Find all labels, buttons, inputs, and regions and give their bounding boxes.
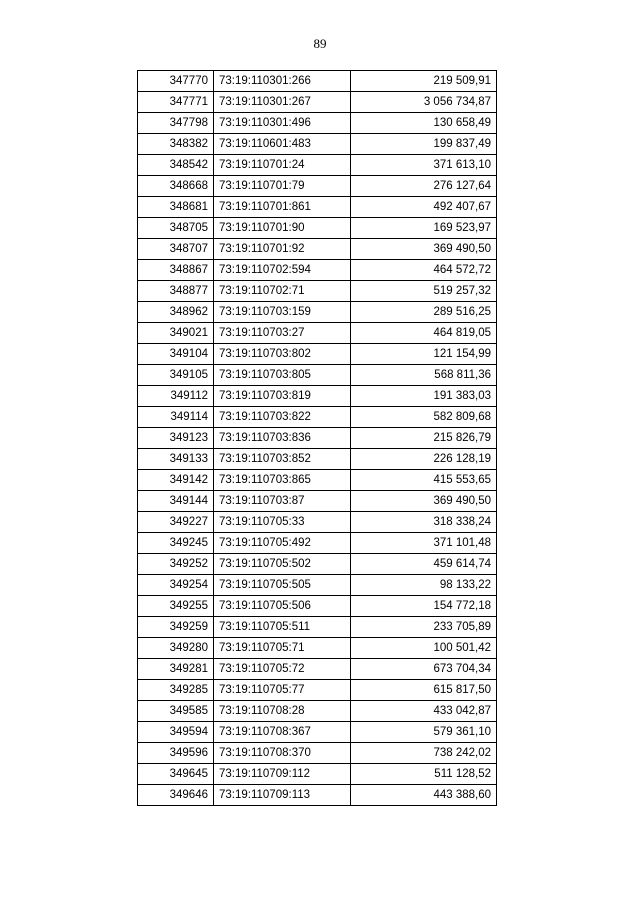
value-cell: 130 658,49 — [351, 113, 497, 134]
table-row — [138, 785, 497, 806]
value-cell: 464 819,05 — [351, 323, 497, 344]
value-cell: 519 257,32 — [351, 281, 497, 302]
table-row — [138, 365, 497, 386]
row-id-cell: 347770 — [138, 71, 214, 92]
cadastral-number-cell: 73:19:110703:87 — [214, 491, 351, 512]
value-cell: 318 338,24 — [351, 512, 497, 533]
value-cell: 289 516,25 — [351, 302, 497, 323]
row-id-cell: 348962 — [138, 302, 214, 323]
value-cell: 154 772,18 — [351, 596, 497, 617]
cadastral-number-cell: 73:19:110708:367 — [214, 722, 351, 743]
row-id-cell: 348705 — [138, 218, 214, 239]
table-row — [138, 323, 497, 344]
table-row — [138, 218, 497, 239]
row-id-cell: 348668 — [138, 176, 214, 197]
value-cell: 100 501,42 — [351, 638, 497, 659]
value-cell: 369 490,50 — [351, 491, 497, 512]
value-cell: 219 509,91 — [351, 71, 497, 92]
table-row — [138, 764, 497, 785]
cadastral-number-cell: 73:19:110709:113 — [214, 785, 351, 806]
value-cell: 3 056 734,87 — [351, 92, 497, 113]
value-cell: 568 811,36 — [351, 365, 497, 386]
table-row — [138, 155, 497, 176]
value-cell: 459 614,74 — [351, 554, 497, 575]
row-id-cell: 349114 — [138, 407, 214, 428]
cadastral-number-cell: 73:19:110301:496 — [214, 113, 351, 134]
row-id-cell: 349142 — [138, 470, 214, 491]
cadastral-number-cell: 73:19:110703:852 — [214, 449, 351, 470]
row-id-cell: 347798 — [138, 113, 214, 134]
value-cell: 98 133,22 — [351, 575, 497, 596]
row-id-cell: 349252 — [138, 554, 214, 575]
table-row — [138, 407, 497, 428]
cadastral-number-cell: 73:19:110705:492 — [214, 533, 351, 554]
cadastral-number-cell: 73:19:110703:819 — [214, 386, 351, 407]
cadastral-number-cell: 73:19:110705:77 — [214, 680, 351, 701]
table-row — [138, 512, 497, 533]
cadastral-number-cell: 73:19:110301:267 — [214, 92, 351, 113]
value-cell: 582 809,68 — [351, 407, 497, 428]
row-id-cell: 349280 — [138, 638, 214, 659]
table-row — [138, 344, 497, 365]
row-id-cell: 349227 — [138, 512, 214, 533]
row-id-cell: 348542 — [138, 155, 214, 176]
row-id-cell: 348867 — [138, 260, 214, 281]
table-body — [138, 71, 497, 806]
table-row — [138, 386, 497, 407]
row-id-cell: 349144 — [138, 491, 214, 512]
row-id-cell: 349285 — [138, 680, 214, 701]
table-row — [138, 197, 497, 218]
cadastral-number-cell: 73:19:110705:33 — [214, 512, 351, 533]
cadastral-number-cell: 73:19:110705:71 — [214, 638, 351, 659]
table-row — [138, 281, 497, 302]
row-id-cell: 349245 — [138, 533, 214, 554]
cadastral-number-cell: 73:19:110709:112 — [214, 764, 351, 785]
row-id-cell: 349585 — [138, 701, 214, 722]
row-id-cell: 348681 — [138, 197, 214, 218]
row-id-cell: 349021 — [138, 323, 214, 344]
table-row — [138, 113, 497, 134]
cadastral-number-cell: 73:19:110705:511 — [214, 617, 351, 638]
cadastral-number-cell: 73:19:110703:865 — [214, 470, 351, 491]
value-cell: 233 705,89 — [351, 617, 497, 638]
value-cell: 511 128,52 — [351, 764, 497, 785]
table-row — [138, 659, 497, 680]
cadastral-number-cell: 73:19:110701:90 — [214, 218, 351, 239]
row-id-cell: 348877 — [138, 281, 214, 302]
table-row — [138, 302, 497, 323]
table-row — [138, 596, 497, 617]
row-id-cell: 349255 — [138, 596, 214, 617]
value-cell: 492 407,67 — [351, 197, 497, 218]
row-id-cell: 347771 — [138, 92, 214, 113]
cadastral-number-cell: 73:19:110702:71 — [214, 281, 351, 302]
cadastral-number-cell: 73:19:110705:502 — [214, 554, 351, 575]
value-cell: 433 042,87 — [351, 701, 497, 722]
cadastral-number-cell: 73:19:110708:28 — [214, 701, 351, 722]
cadastral-number-cell: 73:19:110703:836 — [214, 428, 351, 449]
row-id-cell: 349281 — [138, 659, 214, 680]
row-id-cell: 349259 — [138, 617, 214, 638]
value-cell: 371 613,10 — [351, 155, 497, 176]
value-cell: 226 128,19 — [351, 449, 497, 470]
row-id-cell: 348382 — [138, 134, 214, 155]
table-row — [138, 638, 497, 659]
cadastral-number-cell: 73:19:110705:72 — [214, 659, 351, 680]
table-row — [138, 428, 497, 449]
cadastral-number-cell: 73:19:110701:861 — [214, 197, 351, 218]
value-cell: 443 388,60 — [351, 785, 497, 806]
cadastral-number-cell: 73:19:110703:27 — [214, 323, 351, 344]
table-row — [138, 701, 497, 722]
value-cell: 615 817,50 — [351, 680, 497, 701]
cadastral-number-cell: 73:19:110705:506 — [214, 596, 351, 617]
row-id-cell: 349123 — [138, 428, 214, 449]
table-row — [138, 449, 497, 470]
row-id-cell: 349645 — [138, 764, 214, 785]
cadastral-number-cell: 73:19:110708:370 — [214, 743, 351, 764]
row-id-cell: 349594 — [138, 722, 214, 743]
table-row — [138, 680, 497, 701]
table-row — [138, 260, 497, 281]
table-row — [138, 554, 497, 575]
row-id-cell: 348707 — [138, 239, 214, 260]
cadastral-value-table — [137, 70, 497, 806]
value-cell: 738 242,02 — [351, 743, 497, 764]
row-id-cell: 349105 — [138, 365, 214, 386]
value-cell: 415 553,65 — [351, 470, 497, 491]
row-id-cell: 349112 — [138, 386, 214, 407]
table-row — [138, 743, 497, 764]
cadastral-number-cell: 73:19:110705:505 — [214, 575, 351, 596]
cadastral-number-cell: 73:19:110601:483 — [214, 134, 351, 155]
row-id-cell: 349254 — [138, 575, 214, 596]
value-cell: 369 490,50 — [351, 239, 497, 260]
value-cell: 276 127,64 — [351, 176, 497, 197]
cadastral-number-cell: 73:19:110703:159 — [214, 302, 351, 323]
value-cell: 199 837,49 — [351, 134, 497, 155]
cadastral-number-cell: 73:19:110703:822 — [214, 407, 351, 428]
table-row — [138, 533, 497, 554]
table-row — [138, 491, 497, 512]
row-id-cell: 349133 — [138, 449, 214, 470]
table-row — [138, 617, 497, 638]
value-cell: 673 704,34 — [351, 659, 497, 680]
cadastral-number-cell: 73:19:110701:92 — [214, 239, 351, 260]
value-cell: 579 361,10 — [351, 722, 497, 743]
value-cell: 371 101,48 — [351, 533, 497, 554]
page-number: 89 — [313, 36, 327, 51]
value-cell: 121 154,99 — [351, 344, 497, 365]
row-id-cell: 349104 — [138, 344, 214, 365]
table-row — [138, 176, 497, 197]
table-row — [138, 71, 497, 92]
table-row — [138, 470, 497, 491]
cadastral-number-cell: 73:19:110701:24 — [214, 155, 351, 176]
table-row — [138, 575, 497, 596]
cadastral-number-cell: 73:19:110701:79 — [214, 176, 351, 197]
table-row — [138, 239, 497, 260]
cadastral-number-cell: 73:19:110702:594 — [214, 260, 351, 281]
value-cell: 191 383,03 — [351, 386, 497, 407]
table-row — [138, 134, 497, 155]
value-cell: 169 523,97 — [351, 218, 497, 239]
row-id-cell: 349596 — [138, 743, 214, 764]
row-id-cell: 349646 — [138, 785, 214, 806]
table-row — [138, 92, 497, 113]
value-cell: 215 826,79 — [351, 428, 497, 449]
value-cell: 464 572,72 — [351, 260, 497, 281]
cadastral-number-cell: 73:19:110703:805 — [214, 365, 351, 386]
table-row — [138, 722, 497, 743]
cadastral-number-cell: 73:19:110703:802 — [214, 344, 351, 365]
cadastral-number-cell: 73:19:110301:266 — [214, 71, 351, 92]
